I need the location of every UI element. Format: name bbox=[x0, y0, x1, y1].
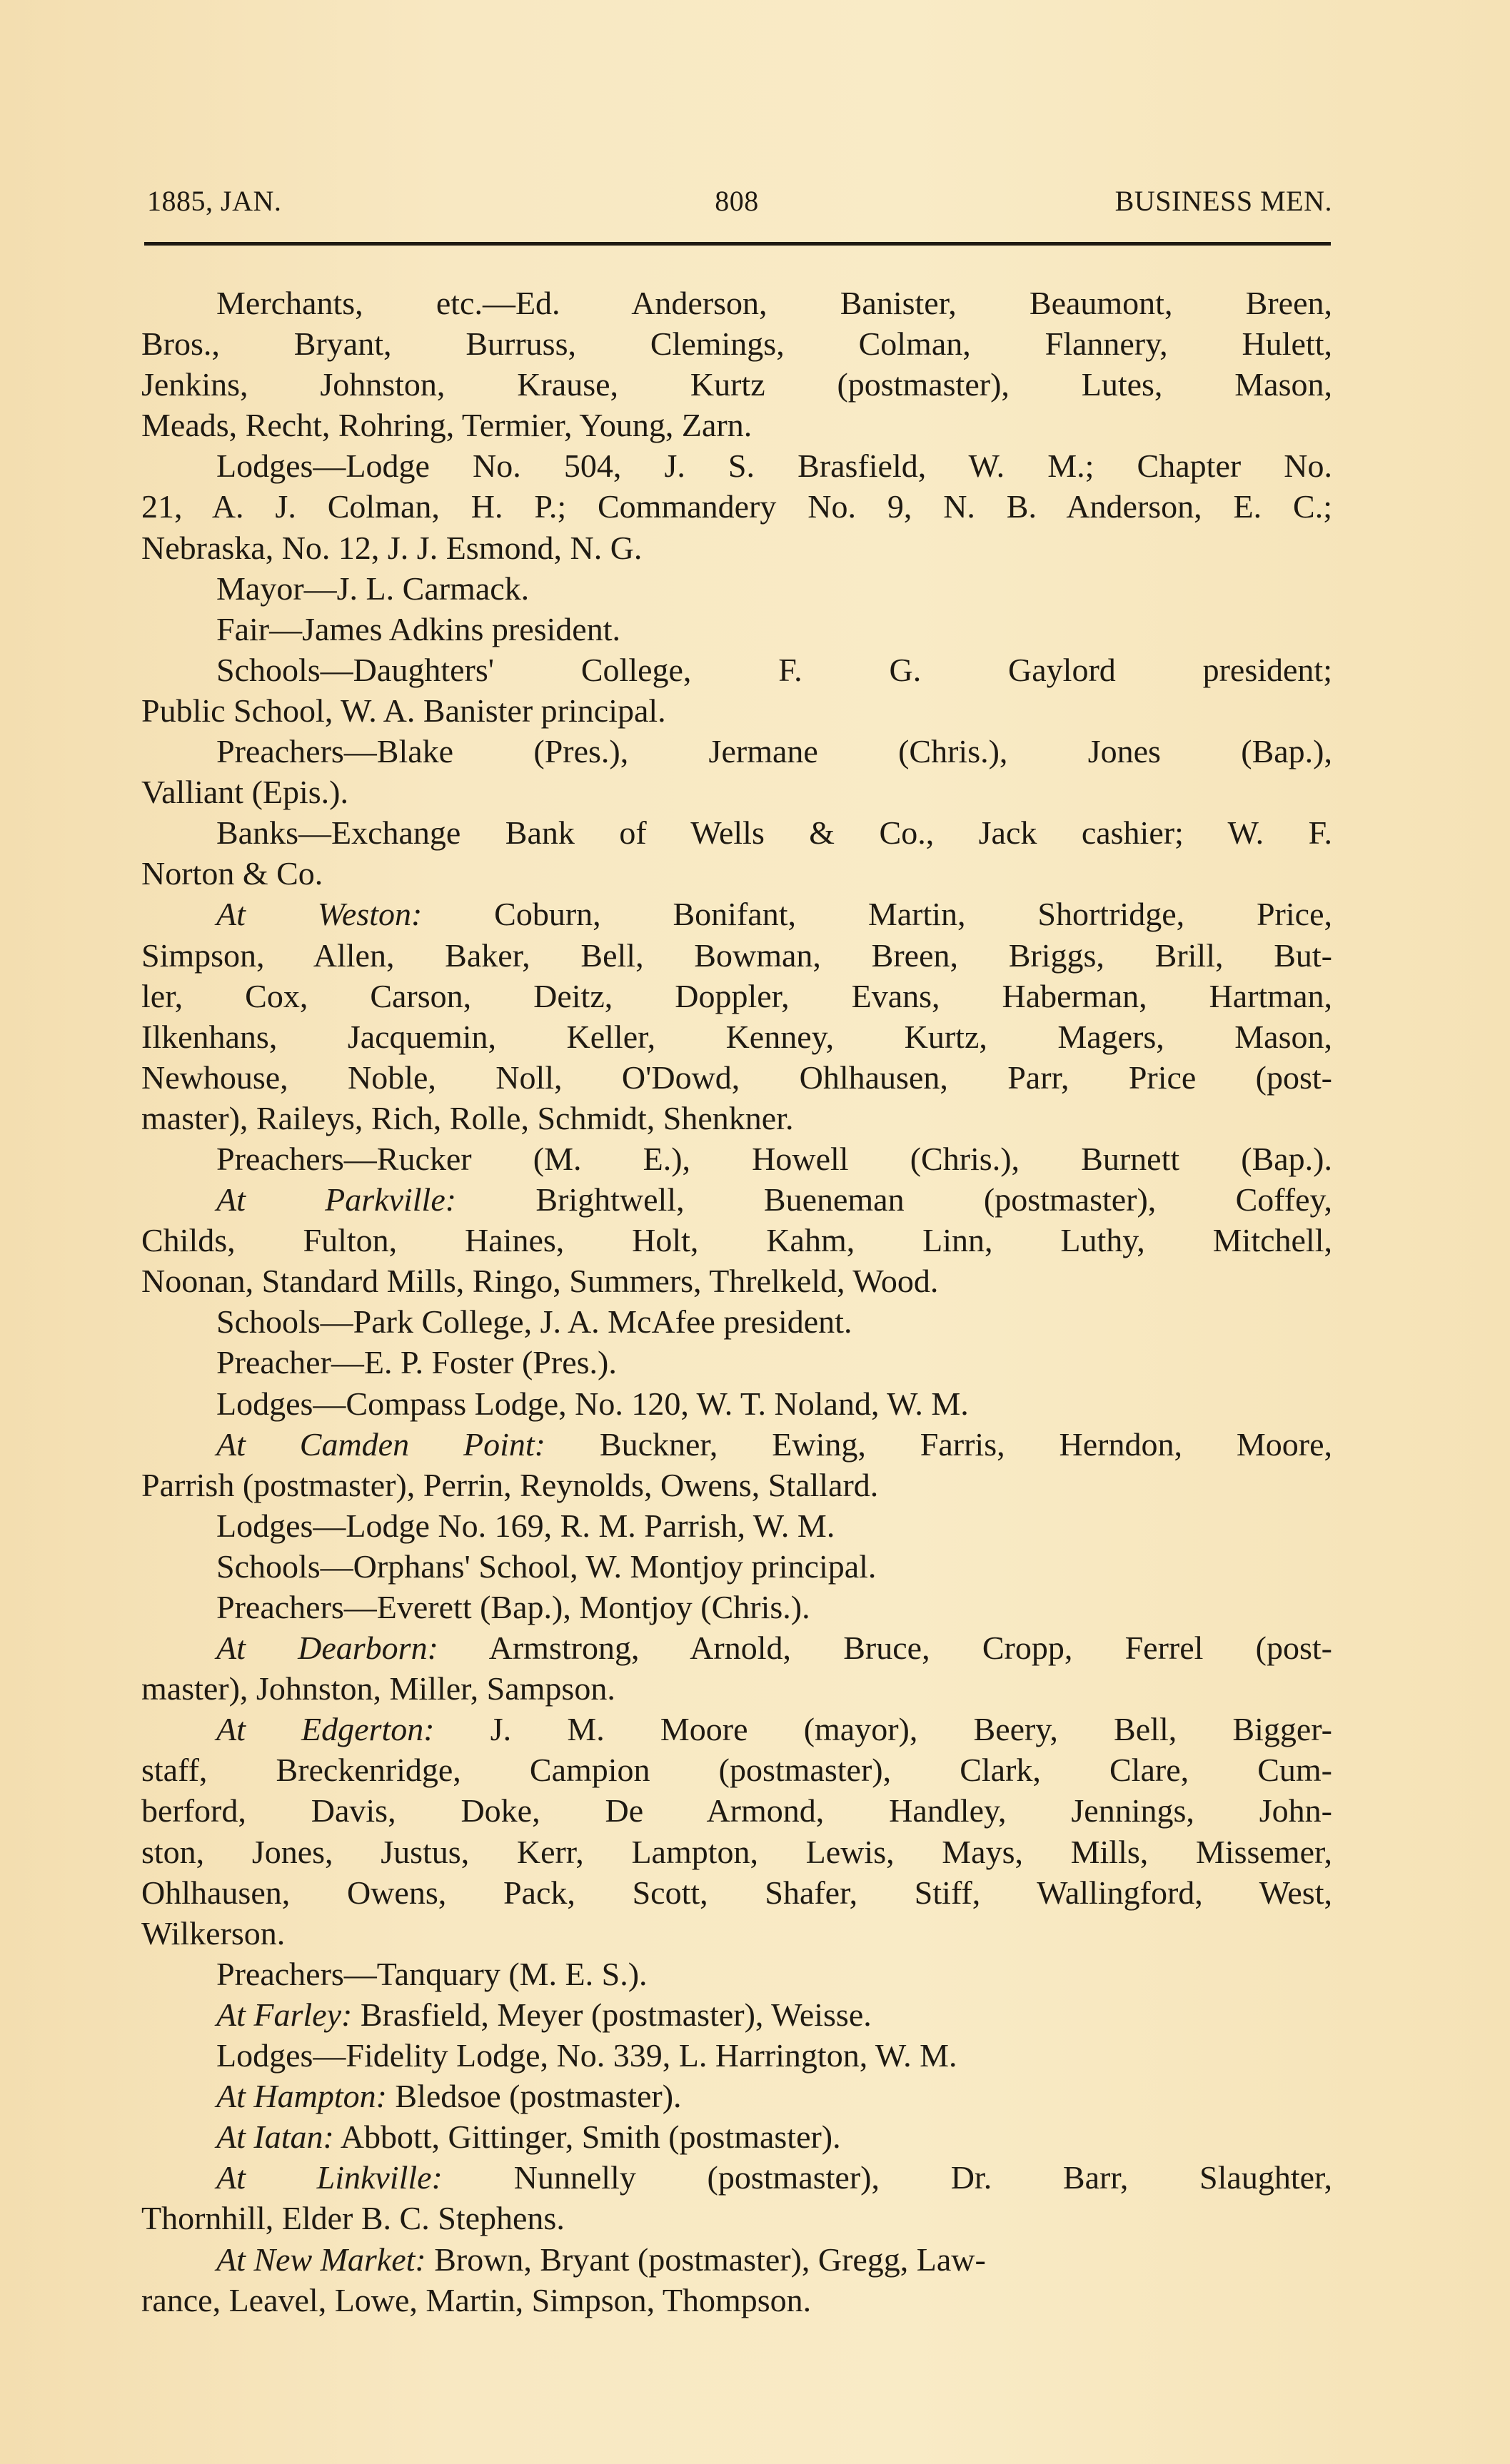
page-number: 808 bbox=[715, 185, 759, 217]
text-line bbox=[141, 405, 1332, 445]
line-text: Noonan, Standard Mills, Ringo, Summers, Threlkeld, Wood. bbox=[141, 1263, 939, 1300]
place-name: At Farley: bbox=[216, 1996, 353, 2033]
text-line bbox=[141, 1179, 1332, 1220]
text-line bbox=[141, 1261, 1332, 1301]
line-text: Ohlhausen, Owens, Pack, Scott, Shafer, Stiff, Wallingford, West, bbox=[141, 1874, 1332, 1911]
line-text: master), Johnston, Miller, Sampson. bbox=[141, 1670, 615, 1707]
text-line bbox=[141, 2239, 1332, 2280]
text-line bbox=[141, 853, 1332, 894]
text-line bbox=[141, 1220, 1332, 1261]
text-line bbox=[141, 1994, 1332, 2035]
line-text: Bros., Bryant, Burruss, Clemings, Colman, Flannery, Hulett, bbox=[141, 325, 1332, 363]
line-text: Childs, Fulton, Haines, Holt, Kahm, Linn, Luthy, Mitchell, bbox=[141, 1222, 1332, 1259]
text-line bbox=[141, 364, 1332, 405]
place-name: At Dearborn: bbox=[216, 1630, 438, 1667]
text-line bbox=[141, 1016, 1332, 1057]
text-line bbox=[141, 2280, 1332, 2321]
line-text: Preachers—Tanquary (M. E. S.). bbox=[216, 1955, 648, 1992]
text-line bbox=[141, 1505, 1332, 1546]
place-name: At Weston: bbox=[216, 896, 423, 933]
line-text: Schools—Park College, J. A. McAfee president. bbox=[216, 1303, 852, 1340]
text-line bbox=[141, 609, 1332, 650]
text-line bbox=[141, 1383, 1332, 1424]
text-line bbox=[141, 1872, 1332, 1913]
text-line bbox=[141, 2076, 1332, 2116]
place-name: At Hampton: bbox=[216, 2078, 387, 2115]
text-line bbox=[141, 1749, 1332, 1790]
text-line bbox=[141, 1138, 1332, 1179]
text-line bbox=[141, 1098, 1332, 1138]
text-line bbox=[141, 690, 1332, 731]
text-line bbox=[141, 486, 1332, 527]
line-text: Brasfield, Meyer (postmaster), Weisse. bbox=[352, 1996, 872, 2033]
text-line bbox=[141, 1790, 1332, 1831]
line-text: Preachers—Blake (Pres.), Jermane (Chris.), Jones (Bap.), bbox=[216, 733, 1332, 770]
line-text: rance, Leavel, Lowe, Martin, Simpson, Thompson. bbox=[141, 2281, 812, 2318]
text-line bbox=[141, 1342, 1332, 1383]
line-text: Abbott, Gittinger, Smith (postmaster). bbox=[333, 2119, 841, 2156]
text-line bbox=[141, 650, 1332, 690]
text-line bbox=[141, 323, 1332, 364]
place-name: At Linkville: bbox=[216, 2159, 443, 2196]
line-text: Schools—Orphans' School, W. Montjoy principal. bbox=[216, 1547, 877, 1585]
header-rule bbox=[144, 242, 1331, 246]
line-text: Merchants, etc.—Ed. Anderson, Banister, Beaumont, Breen, bbox=[216, 285, 1332, 321]
text-line bbox=[141, 1587, 1332, 1627]
line-text: Brightwell, Bueneman (postmaster), Coffey, bbox=[456, 1181, 1332, 1218]
text-line bbox=[141, 1832, 1332, 1872]
directory-text bbox=[141, 283, 1332, 2321]
line-text: Nebraska, No. 12, J. J. Esmond, N. G. bbox=[141, 529, 643, 566]
text-line bbox=[141, 1668, 1332, 1709]
text-line bbox=[141, 976, 1332, 1016]
text-line bbox=[141, 1709, 1332, 1749]
line-text: Lodges—Lodge No. 169, R. M. Parrish, W. M. bbox=[216, 1507, 835, 1544]
text-line bbox=[141, 2116, 1332, 2157]
place-name: At Edgerton: bbox=[216, 1711, 435, 1748]
line-text: Lodges—Lodge No. 504, J. S. Brasfield, W. M.; Chapter No. bbox=[216, 448, 1332, 485]
line-text: master), Raileys, Rich, Rolle, Schmidt, Shenkner. bbox=[141, 1099, 794, 1136]
line-text: berford, Davis, Doke, De Armond, Handley, Jennings, John- bbox=[141, 1792, 1332, 1829]
text-line bbox=[141, 283, 1332, 323]
line-text: Fair—James Adkins president. bbox=[216, 610, 620, 647]
line-text: Armstrong, Arnold, Bruce, Cropp, Ferrel (post- bbox=[438, 1630, 1332, 1667]
line-text: ler, Cox, Carson, Deitz, Doppler, Evans, Haberman, Hartman, bbox=[141, 977, 1332, 1014]
text-line bbox=[141, 527, 1332, 568]
line-text: 21, A. J. Colman, H. P.; Commandery No. 9, N. B. Anderson, E. C.; bbox=[141, 488, 1332, 525]
place-name: At Parkville: bbox=[216, 1181, 457, 1218]
line-text: Preachers—Everett (Bap.), Montjoy (Chris.). bbox=[216, 1589, 810, 1625]
line-text: Jenkins, Johnston, Krause, Kurtz (postmaster), Lutes, Mason, bbox=[141, 366, 1332, 403]
line-text: Lodges—Fidelity Lodge, No. 339, L. Harrington, W. M. bbox=[216, 2037, 957, 2074]
text-line bbox=[141, 731, 1332, 772]
text-line bbox=[141, 772, 1332, 812]
header-section-title: BUSINESS MEN. bbox=[1114, 185, 1332, 217]
line-text: Mayor—J. L. Carmack. bbox=[216, 570, 530, 607]
text-line bbox=[141, 1465, 1332, 1505]
line-text: Banks—Exchange Bank of Wells & Co., Jack cashier; W. F. bbox=[216, 814, 1332, 852]
text-line bbox=[141, 2157, 1332, 2198]
place-name: At Camden Point: bbox=[216, 1425, 545, 1463]
line-text: ston, Jones, Justus, Kerr, Lampton, Lewis, Mays, Mills, Missemer, bbox=[141, 1833, 1332, 1870]
text-line bbox=[141, 2198, 1332, 2238]
line-text: Wilkerson. bbox=[141, 1914, 286, 1951]
text-line bbox=[141, 1627, 1332, 1668]
line-text: J. M. Moore (mayor), Beery, Bell, Bigger- bbox=[434, 1711, 1332, 1748]
place-name: At New Market: bbox=[216, 2241, 426, 2278]
line-text: Preachers—Rucker (M. E.), Howell (Chris.), Burnett (Bap.). bbox=[216, 1140, 1332, 1177]
text-line bbox=[141, 1913, 1332, 1954]
line-text: Buckner, Ewing, Farris, Herndon, Moore, bbox=[545, 1425, 1332, 1463]
line-text: Thornhill, Elder B. C. Stephens. bbox=[141, 2200, 565, 2237]
line-text: Nunnelly (postmaster), Dr. Barr, Slaughter, bbox=[442, 2159, 1332, 2196]
text-line bbox=[141, 1057, 1332, 1098]
line-text: Meads, Recht, Rohring, Termier, Young, Zarn. bbox=[141, 407, 753, 444]
line-text: Public School, W. A. Banister principal. bbox=[141, 692, 666, 729]
text-line bbox=[141, 1546, 1332, 1587]
line-text: Coburn, Bonifant, Martin, Shortridge, Price, bbox=[422, 896, 1332, 933]
line-text: Norton & Co. bbox=[141, 855, 323, 892]
line-text: Preacher—E. P. Foster (Pres.). bbox=[216, 1344, 617, 1381]
line-text: Bledsoe (postmaster). bbox=[386, 2078, 682, 2115]
text-line bbox=[141, 894, 1332, 934]
text-line bbox=[141, 445, 1332, 486]
place-name: At Iatan: bbox=[216, 2119, 334, 2156]
text-line bbox=[141, 2035, 1332, 2076]
line-text: Ilkenhans, Jacquemin, Keller, Kenney, Kurtz, Magers, Mason, bbox=[141, 1018, 1332, 1055]
text-line bbox=[141, 935, 1332, 976]
text-line bbox=[141, 1424, 1332, 1465]
line-text: Valliant (Epis.). bbox=[141, 774, 348, 811]
line-text: Schools—Daughters' College, F. G. Gaylord president; bbox=[216, 651, 1332, 688]
running-header bbox=[141, 184, 1332, 220]
text-line bbox=[141, 812, 1332, 853]
line-text: Simpson, Allen, Baker, Bell, Bowman, Breen, Briggs, Brill, But- bbox=[141, 936, 1332, 974]
text-line bbox=[141, 1301, 1332, 1342]
text-line bbox=[141, 1954, 1332, 1994]
line-text: Parrish (postmaster), Perrin, Reynolds, Owens, Stallard. bbox=[141, 1466, 879, 1503]
header-date: 1885, JAN. bbox=[147, 185, 282, 217]
line-text: staff, Breckenridge, Campion (postmaster), Clark, Clare, Cum- bbox=[141, 1752, 1332, 1789]
line-text: Brown, Bryant (postmaster), Gregg, Law- bbox=[426, 2241, 986, 2278]
text-line bbox=[141, 568, 1332, 609]
line-text: Newhouse, Noble, Noll, O'Dowd, Ohlhausen, Parr, Price (post- bbox=[141, 1059, 1332, 1096]
line-text: Lodges—Compass Lodge, No. 120, W. T. Noland, W. M. bbox=[216, 1385, 969, 1422]
